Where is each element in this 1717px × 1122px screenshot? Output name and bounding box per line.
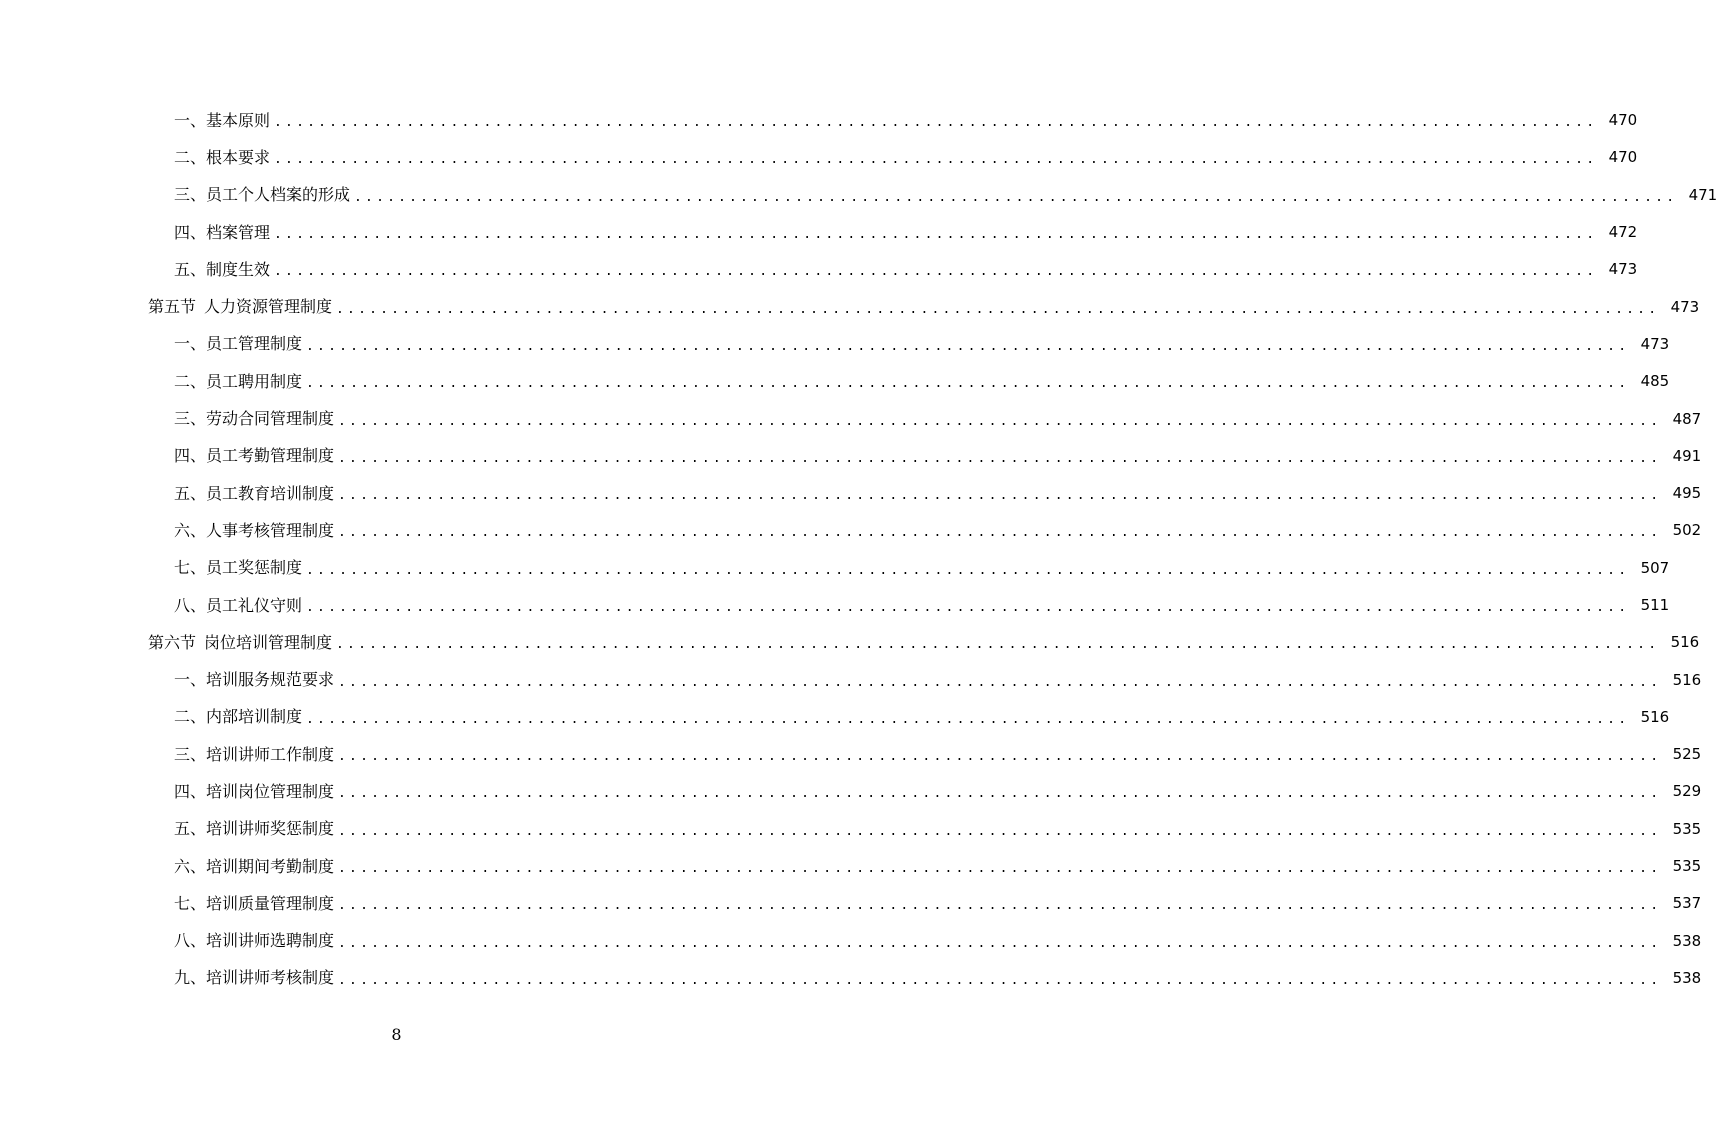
toc-entry-title	[174, 147, 271, 167]
toc-dot-leader: ........................................................................................................................	[338, 786, 1662, 802]
toc-entry-page: 470	[1608, 111, 1638, 130]
toc-entry-text: 三、劳动合同管理制度	[174, 409, 335, 429]
toc-entry-page: 525	[1672, 745, 1702, 764]
toc-entry-page: 516	[1672, 670, 1702, 689]
toc-entry[interactable]	[0, 400, 1702, 437]
toc-entry-text: 四、档案管理	[174, 222, 271, 242]
toc-entry-page: 472	[1608, 223, 1638, 242]
toc-dot-leader: ........................................................................................................................	[274, 115, 1598, 131]
toc-entry-text: 一、培训服务规范要求	[174, 670, 335, 690]
toc-entry[interactable]	[0, 923, 1702, 960]
toc-entry-title	[174, 672, 334, 688]
toc-entry[interactable]	[0, 177, 1717, 214]
toc-entry-text: 岗位培训管理制度	[204, 632, 333, 652]
toc-entry-page: 507	[1640, 558, 1670, 577]
toc-entry-text: 四、员工考勤管理制度	[174, 446, 335, 466]
toc-entry[interactable]	[0, 251, 1638, 288]
toc-dot-leader: ........................................................................................................................	[338, 935, 1662, 951]
toc-section-number: 第六节	[148, 632, 197, 652]
toc-dot-leader: ........................................................................................................................	[306, 562, 1630, 578]
toc-dot-leader: ........................................................................................................................	[338, 525, 1662, 541]
toc-entry[interactable]	[0, 475, 1702, 512]
toc-dot-leader: ........................................................................................................................	[274, 227, 1598, 243]
toc-entry-text: 一、员工管理制度	[174, 334, 303, 354]
toc-entry[interactable]	[0, 438, 1702, 475]
toc-dot-leader: ........................................................................................................................	[306, 338, 1630, 354]
toc-entry-text: 六、人事考核管理制度	[174, 520, 335, 540]
toc-entry-text: 二、内部培训制度	[174, 707, 303, 727]
toc-entry-text: 五、制度生效	[174, 259, 271, 279]
toc-entry-text: 八、员工礼仪守则	[174, 595, 303, 615]
toc-entry-text: 三、培训讲师工作制度	[174, 744, 335, 764]
toc-entry-page: 538	[1672, 931, 1702, 950]
toc-dot-leader: ........................................................................................................................	[338, 488, 1662, 504]
toc-dot-leader: ........................................................................................................................	[338, 823, 1662, 839]
toc-dot-leader: ........................................................................................................................	[274, 264, 1598, 280]
toc-entry[interactable]	[0, 102, 1638, 139]
toc-entry[interactable]	[0, 512, 1702, 549]
toc-entry-title	[174, 933, 334, 949]
toc-entry[interactable]	[0, 848, 1702, 885]
toc-entry-page: 470	[1608, 148, 1638, 167]
toc-entry-text: 三、员工个人档案的形成	[174, 185, 351, 205]
toc-entry[interactable]	[0, 960, 1702, 997]
toc-entry-page: 538	[1672, 968, 1702, 987]
toc-entry[interactable]	[0, 661, 1702, 698]
toc-entry-page: 473	[1640, 334, 1670, 353]
toc-entry-title	[174, 560, 302, 576]
toc-dot-leader: ........................................................................................................................	[274, 152, 1598, 168]
toc-section-entry[interactable]	[0, 624, 1700, 661]
toc-entry-page: 516	[1640, 707, 1670, 726]
toc-dot-leader: ........................................................................................................................	[338, 898, 1662, 914]
toc-entry[interactable]	[0, 885, 1702, 922]
toc-dot-leader: ........................................................................................................................	[336, 301, 1660, 317]
toc-entry-title	[174, 970, 334, 986]
toc-entry-page: 471	[1688, 185, 1717, 204]
toc-dot-leader: ........................................................................................................................	[338, 861, 1662, 877]
toc-entry[interactable]	[0, 550, 1670, 587]
toc-entry-page: 535	[1672, 857, 1702, 876]
toc-entry-title	[174, 821, 334, 837]
toc-entry-title	[174, 709, 302, 725]
toc-dot-leader: ........................................................................................................................	[338, 674, 1662, 690]
toc-dot-leader: ........................................................................................................................	[306, 376, 1630, 392]
toc-dot-leader: ........................................................................................................................	[338, 413, 1662, 429]
toc-entry-text: 七、培训质量管理制度	[174, 893, 335, 913]
toc-entry-title	[174, 520, 335, 540]
table-of-contents	[0, 102, 1717, 997]
toc-entry[interactable]	[0, 139, 1638, 176]
toc-entry-title	[174, 259, 271, 279]
toc-entry-page: 473	[1608, 260, 1638, 279]
toc-entry-title	[174, 744, 335, 764]
toc-entry[interactable]	[0, 811, 1702, 848]
toc-entry[interactable]	[0, 699, 1670, 736]
toc-entry-title	[174, 411, 334, 427]
toc-entry[interactable]	[0, 326, 1670, 363]
toc-dot-leader: ........................................................................................................................	[354, 189, 1678, 205]
page-number: 8	[391, 1025, 402, 1044]
toc-entry-page: 502	[1672, 521, 1702, 540]
toc-entry-title	[174, 336, 302, 352]
toc-entry-text: 七、员工奖惩制度	[174, 558, 303, 578]
toc-dot-leader: ........................................................................................................................	[338, 972, 1662, 988]
toc-entry-text: 人力资源管理制度	[204, 297, 333, 317]
toc-entry[interactable]	[0, 363, 1670, 400]
toc-entry-title	[174, 893, 335, 913]
toc-entry-text: 四、培训岗位管理制度	[174, 781, 335, 801]
toc-entry-page: 491	[1672, 446, 1702, 465]
toc-entry-title	[174, 483, 335, 503]
toc-entry-title	[174, 781, 335, 801]
toc-entry[interactable]	[0, 736, 1702, 773]
toc-entry-title	[174, 187, 350, 203]
toc-dot-leader: ........................................................................................................................	[338, 749, 1662, 765]
toc-entry-page: 511	[1640, 596, 1670, 614]
toc-entry-text: 五、员工教育培训制度	[174, 483, 335, 503]
toc-entry-page: 485	[1640, 372, 1670, 391]
toc-entry-page: 487	[1672, 409, 1702, 428]
toc-entry-page: 473	[1670, 297, 1700, 316]
toc-entry-text: 六、培训期间考勤制度	[174, 856, 335, 876]
toc-entry-text: 五、培训讲师奖惩制度	[174, 819, 335, 839]
toc-section-entry[interactable]	[0, 288, 1700, 325]
toc-entry[interactable]	[0, 773, 1702, 810]
toc-entry[interactable]	[0, 587, 1670, 624]
toc-entry-page: 516	[1670, 633, 1700, 652]
toc-entry-title	[174, 371, 303, 391]
toc-entry-page: 495	[1672, 484, 1702, 503]
toc-dot-leader: ........................................................................................................................	[306, 711, 1630, 727]
toc-entry-title	[148, 632, 333, 652]
toc-dot-leader: ........................................................................................................................	[306, 600, 1630, 615]
toc-entry[interactable]	[0, 214, 1638, 251]
toc-dot-leader: ........................................................................................................................	[336, 637, 1660, 653]
toc-entry-title	[174, 856, 335, 876]
toc-entry-title	[174, 222, 271, 242]
toc-entry-text: 二、员工聘用制度	[174, 371, 303, 391]
toc-entry-title	[174, 448, 334, 464]
toc-entry-title	[174, 110, 271, 130]
toc-entry-title	[174, 595, 303, 615]
toc-entry-title	[148, 299, 332, 315]
toc-entry-text: 八、培训讲师选聘制度	[174, 931, 335, 951]
toc-entry-text: 二、根本要求	[174, 147, 271, 167]
toc-section-number: 第五节	[148, 297, 197, 317]
toc-entry-page: 537	[1672, 894, 1702, 913]
toc-entry-text: 一、基本原则	[174, 110, 271, 130]
toc-entry-page: 535	[1672, 819, 1702, 838]
toc-entry-page: 529	[1672, 782, 1702, 801]
toc-dot-leader: ........................................................................................................................	[338, 450, 1662, 466]
toc-entry-text: 九、培训讲师考核制度	[174, 968, 335, 988]
